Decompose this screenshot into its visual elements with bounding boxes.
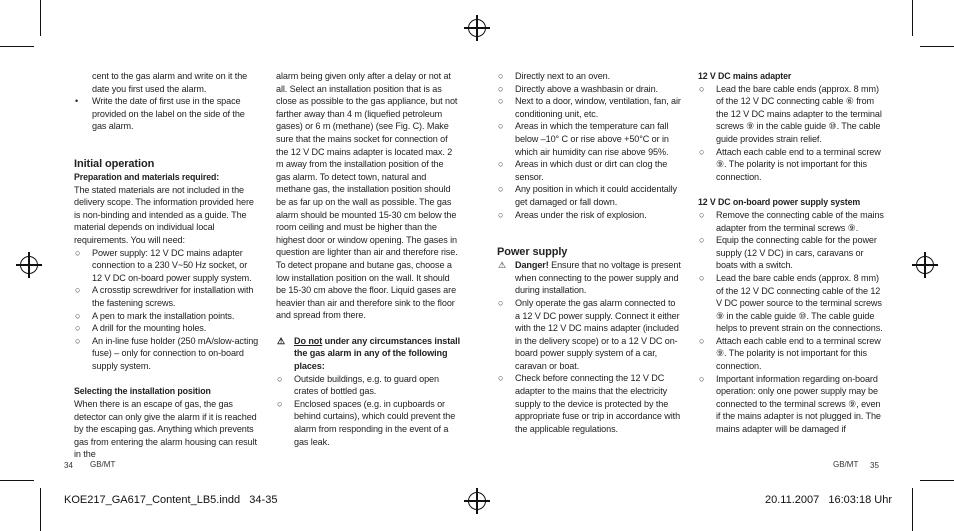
- list-item: ○ Areas under the risk of explosion.: [498, 209, 647, 220]
- list-item: ○ Attach each cable end to a terminal screw ⑨. The polarity is not important for this connection.: [699, 335, 881, 372]
- list-item: ○ A pen to mark the installation points.: [75, 310, 235, 321]
- paragraph-propane: To detect propane and butane gas, choose a low installation position on the wall. It should be 15-30 cm above the floor. Liquid gases are heavier than air and therefore sink to the floor and spread from there.: [276, 259, 457, 321]
- heading-onboard-supply: 12 V DC on-board power supply system: [698, 197, 861, 208]
- registration-mark-top: [468, 19, 486, 37]
- list-item: ○ Areas in which dust or dirt can clog the sensor.: [498, 159, 668, 182]
- page-number-left: 34: [64, 461, 73, 470]
- list-item: ○ Power supply: 12 V DC mains adapter connection to a 230 V~50 Hz socket, or 12 V DC on-board power supply system.: [75, 247, 252, 283]
- bullet-date-text: Write the date of first use in the space provided on the label on the side of the gas alarm.: [92, 96, 245, 132]
- list-item: ○ Check before connecting the 12 V DC adapter to the mains that the electricity supply to the device is protected by the appropriate fuse or trip in accordance with the applicable regulations.: [498, 373, 681, 434]
- list-item: ○ Remove the connecting cable of the mains adapter from the terminal screws ⑨.: [699, 209, 884, 233]
- installation-position-text: When there is an escape of gas, the gas detector can only give the alarm if it is reached by the escaping gas. Anything which prevents gas from entering the alarm housing can result in the: [74, 399, 257, 460]
- column-3: [497, 70, 682, 435]
- column-2: [276, 70, 460, 448]
- warning-block: ⚠ Do not under any circumstances install the gas alarm in any of the following places:: [277, 335, 460, 372]
- list-item: ○ Outside buildings, e.g. to guard open crates of bottled gas.: [277, 373, 439, 397]
- heading-power-supply: Power supply: [497, 246, 568, 259]
- subheading-installation-position: Selecting the installation position: [74, 386, 211, 397]
- column-1: [74, 70, 259, 461]
- list-item: ○ Next to a door, window, ventilation, fan, air conditioning unit, etc.: [498, 96, 681, 119]
- list-item: ○ Areas in which the temperature can fall below –10° C or rise above +50°C or in which air humidity can rise above 95%.: [498, 121, 669, 157]
- page-number-right: 35: [870, 461, 879, 470]
- heading-mains-adapter: 12 V DC mains adapter: [698, 71, 792, 81]
- crop-mark: [920, 480, 954, 481]
- list-item: ○ A crosstip screwdriver for installation with the fastening screws.: [75, 285, 254, 308]
- list-item: ○ An in-line fuse holder (250 mA/slow-acting fuse) – only for connection to on-board supply system.: [75, 335, 259, 371]
- warning-icon: ⚠: [498, 260, 507, 271]
- intro-continuation: cent to the gas alarm and write on it the date you first used the alarm.: [92, 71, 248, 94]
- subheading-preparation: Preparation and materials required:: [74, 171, 220, 182]
- list-item: ○ Any position in which it could accidentally get damaged or fall down.: [498, 184, 678, 207]
- warning-icon: ⚠: [277, 335, 286, 346]
- list-item: ○ A drill for the mounting holes.: [75, 323, 207, 334]
- list-item: ○ Equip the connecting cable for the power supply (12 V DC) in cars, caravans or boats with a switch.: [699, 235, 877, 271]
- registration-mark-left: [20, 256, 38, 274]
- list-item: ○ Important information regarding on-board operation: only one power supply may be connected to the terminal screws ⑨, even if the mains adapter is not plugged in. The mains adapter will be damaged if: [699, 373, 881, 435]
- list-item: ○ Directly next to an oven.: [498, 71, 611, 81]
- danger-block: ⚠ Danger! Ensure that no voltage is present when connecting to the power supply and during installation.: [498, 260, 681, 296]
- slug-filename: KOE217_GA617_Content_LB5.indd 34-35: [64, 494, 278, 506]
- list-item: ○ Lead the bare cable ends (approx. 8 mm) of the 12 V DC connecting cable of the 12 V DC power source to the terminal screws ⑨ in the cable guide ⑩. The cable guide helps to prevent strain on the connections.: [699, 272, 883, 334]
- list-item: ○ Attach each cable end to a terminal screw ⑨. The polarity is not important for this connection.: [699, 146, 881, 182]
- paragraph-installation: alarm being given only after a delay or not at all. Select an installation position that is as close as possible to the gas appliance, but not farther away than 4 m (liquefied petroleum gases) or 6 m (methane) (see Fig. C). Make sure that the mains socket for connection of the 12 V DC mains adapter is located max. 2 m away from the installation position of the gas alarm. To detect town, natural and methane gas, the installation position should be as far up on the wall as possible. The gas alarm should be mounted 15-30 cm below the room ceiling and must be higher than the highest door or window opening. The gases in question are lighter than air and therefore rise.: [276, 71, 458, 258]
- bullet-dot: •: [75, 96, 79, 107]
- heading-initial-operation: Initial operation: [74, 157, 155, 170]
- crop-mark: [0, 46, 34, 47]
- crop-mark: [912, 0, 913, 36]
- crop-mark: [912, 488, 913, 531]
- preparation-text: The stated materials are not included in the delivery scope. The information provided here is non-binding and intended as a guide. The material depends on individual local requirements. You will need:: [74, 184, 254, 245]
- language-code-left: GB/MT: [90, 460, 116, 469]
- registration-mark-right: [916, 256, 934, 274]
- slug-datetime: 20.11.2007 16:03:18 Uhr: [764, 494, 892, 506]
- crop-mark: [40, 0, 41, 36]
- crop-mark: [0, 480, 34, 481]
- list-item: ○ Only operate the gas alarm connected to a 12 V DC power supply. Connect it either with the 12 V DC mains adapter (included in the delivery scope) or to a 12 V DC on-board power supply system of a car, caravan or boat.: [498, 297, 680, 371]
- crop-mark: [920, 46, 954, 47]
- list-item: ○ Lead the bare cable ends (approx. 8 mm) of the 12 V DC connecting cable ⑥ from the 12 V DC mains adapter to the terminal screws ⑨ in the cable guide ⑩. The cable guide provides strain relief.: [699, 83, 882, 144]
- crop-mark: [40, 488, 41, 531]
- list-item: ○ Enclosed spaces (e.g. in cupboards or behind curtains), which could prevent the alarm from responding in the event of a gas leak.: [277, 398, 456, 447]
- list-item: ○ Directly above a washbasin or drain.: [498, 83, 658, 94]
- column-4: [698, 70, 884, 436]
- language-code-right: GB/MT: [833, 460, 859, 469]
- registration-mark-bottom: [468, 492, 486, 510]
